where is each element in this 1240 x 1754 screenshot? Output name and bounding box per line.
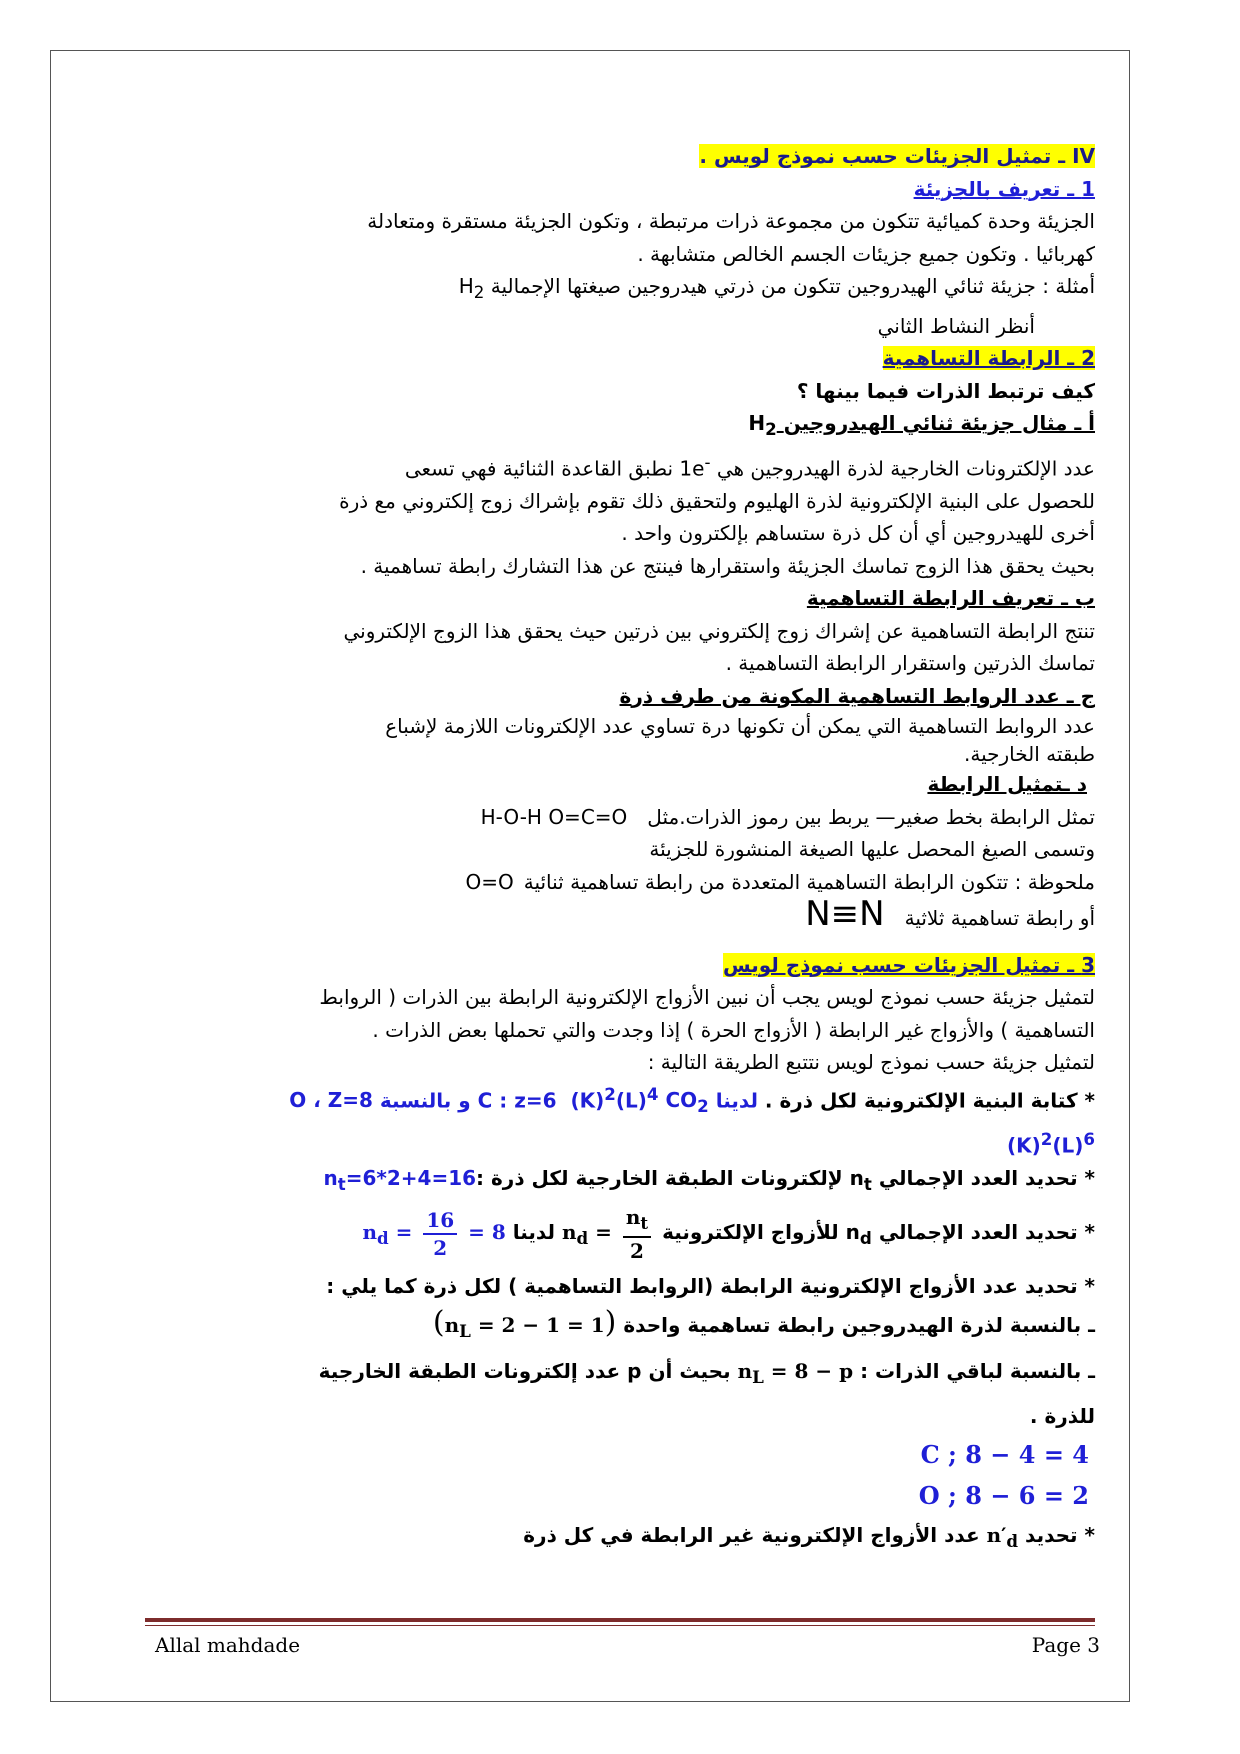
nt-symbol: [850, 1162, 872, 1202]
s2b-line2: تماسك الذرتين واستقرار الرابطة التساهمية .: [725, 651, 1095, 676]
s1-line4-text: أنظر النشاط الثاني: [877, 313, 1035, 338]
footer-rule-thick: [145, 1618, 1095, 1622]
s2a-line4: بحيث يحقق هذا الزوج تماسك الجزيئة واستقرارها فينتج عن هذا التشارك رابطة تساهمية .: [360, 553, 1095, 578]
co2-formula-main: CO: [665, 1088, 698, 1113]
h2-formula-h: H: [458, 274, 474, 298]
nd-formula: $n_d$ = $\frac{n_t}{2}$: [562, 1201, 655, 1269]
other-text3: عدد إلكترونات الطبقة الخارجية: [318, 1358, 621, 1383]
oxygen-config: [1007, 1124, 1095, 1162]
footer-author: Allal mahdade: [155, 1633, 301, 1657]
s2c-heading: [150, 680, 1095, 713]
carbon-config: [478, 1079, 659, 1117]
oxygen-l: (L): [1052, 1133, 1084, 1158]
s2d-line3-text: ملحوظة : تتكون الرابطة التساهمية المتعددة من رابطة تساهمية ثنائية: [523, 869, 1095, 894]
electron-count-sup: -: [704, 452, 711, 472]
carbon-calc-value: C ; 8 − 4 = 4: [920, 1439, 1089, 1469]
double-bond-example: O=O: [465, 869, 514, 894]
oxygen-k: (K): [1007, 1133, 1041, 1158]
bond-dash: —: [875, 804, 896, 829]
footer-page-number: Page 3: [1031, 1633, 1100, 1657]
spacer: [150, 935, 1095, 949]
section-title-text: ـ تمثيل الجزيئات حسب نموذج لويس .: [699, 144, 1066, 168]
nd-formula-lhs-sub: d: [576, 1228, 589, 1249]
nd-symbol: [846, 1201, 872, 1270]
s1-line1: الجزيئة وحدة كميائية تتكون من مجموعة ذرات مرتبطة ، وتكون الجزيئة مستقرة ومتعادلة: [367, 209, 1095, 233]
s1-line3: [150, 270, 1095, 310]
s2a-line1-end: نطبق القاعدة الثنائية فهي تسعى: [404, 456, 674, 481]
s2d-line1-text2: يربط بين رموز الذرات.مثل: [647, 804, 870, 829]
step4: * تحديد عدد الأزواج الإلكترونية الرابطة (الروابط التساهمية ) لكل ذرة كما يلي :: [326, 1274, 1095, 1299]
s3-line1: لتمثيل جزيئة حسب نموذج لويس يجب أن نبين الأزواج الإلكترونية الرابطة بين الذرات ( الروابط: [319, 985, 1095, 1010]
nt-sub: t: [863, 1174, 872, 1194]
s2-heading-text: 2 ـ الرابطة التساهمية: [882, 346, 1095, 370]
other-p: p: [627, 1358, 642, 1383]
nd-prime-n: n′: [986, 1522, 1007, 1547]
other-atoms-bond-count: [150, 1351, 1095, 1397]
other-formula-value: = 8 − p: [770, 1358, 854, 1383]
s2a-formula-h: H: [748, 411, 766, 435]
co2-formula-sub: 2: [697, 1097, 709, 1117]
s1-line3-text: أمثلة : جزيئة ثنائي الهيدروجين تتكون من ذرتي هيدروجين صيغتها الإجمالية: [490, 274, 1095, 298]
oxygen-calc-value: O ; 8 − 6 = 2: [918, 1480, 1089, 1510]
hydrogen-text: ـ بالنسبة لذرة الهيدروجين رابطة تساهمية واحدة: [623, 1312, 1095, 1337]
hydrogen-formula-n: n: [444, 1312, 460, 1337]
triple-bond-example: N≡N: [805, 894, 885, 935]
step3-text: * تحديد العدد الإجمالي: [878, 1220, 1095, 1245]
nd-result-den: 2: [433, 1235, 448, 1260]
s2a-formula-sub: 2: [765, 420, 777, 439]
step1-and: و بالنسبة: [379, 1088, 471, 1113]
step3-have: لدينا: [512, 1220, 555, 1245]
nt-calc-n: n: [323, 1165, 338, 1190]
s2d-line4: [150, 894, 1095, 935]
hydrogen-formula-value: = 2 − 1 = 1: [477, 1312, 605, 1337]
other-formula-n: n: [737, 1358, 753, 1383]
s3-heading-text: 3 ـ تمثيل الجزيئات حسب نموذج لويس: [722, 952, 1095, 977]
co2-formula: [665, 1084, 708, 1124]
other-text2: بحيث أن: [648, 1358, 731, 1383]
s2a-line1: [150, 447, 1095, 485]
s2c-line2: طبقته الخارجية.: [964, 742, 1095, 767]
s2a-heading-text: أ ـ مثال جزيئة ثنائي الهيدروجين: [783, 411, 1095, 435]
other-atoms-line2: للذرة .: [1029, 1403, 1095, 1428]
s2c-line1: عدد الروابط التساهمية التي يمكن أن تكونها درة تساوي عدد الإلكترونات اللازمة لإشباع: [385, 714, 1095, 739]
s2c-heading-text: ج ـ عدد الروابط التساهمية المكونة من طرف ذرة: [619, 683, 1095, 708]
s1-heading: [150, 173, 1095, 206]
step2-text: * تحديد العدد الإجمالي: [878, 1165, 1095, 1190]
s1-heading-text: 1 ـ تعريف بالجزيئة: [913, 176, 1095, 201]
hydrogen-bond-count: [150, 1303, 1095, 1351]
other-formula-sub: L: [752, 1366, 764, 1387]
oxygen-l-sup: 6: [1083, 1129, 1095, 1149]
section-number: IV: [1072, 144, 1095, 168]
s2-heading: [150, 342, 1095, 375]
h2-formula: [459, 270, 485, 310]
s2d-line1-text: تمثل الرابطة بخط صغير: [895, 804, 1095, 829]
step3-rest: للأزواج الإلكترونية: [662, 1220, 839, 1245]
section-iv-title: [150, 140, 1095, 173]
structural-formula-example: H-O-H O=C=O: [480, 804, 628, 829]
nd-result-lhs: n: [362, 1220, 377, 1245]
nd-fraction: [623, 1204, 651, 1264]
h2-formula-sub: 2: [473, 283, 485, 302]
s3-line2: التساهمية ) والأزواج غير الرابطة ( الأزواج الحرة ) إذا وجدت والتي تحملها بعض الذرات .: [372, 1017, 1095, 1042]
step3: [150, 1201, 1095, 1270]
step1: [150, 1079, 1095, 1124]
carbon-k-sup: 2: [604, 1084, 616, 1104]
step1-have: لدينا: [715, 1088, 758, 1113]
nd-formula-lhs: n: [561, 1220, 577, 1245]
s2d-heading-text: د ـتمثيل الرابطة: [927, 772, 1087, 797]
s2a-heading: [150, 407, 1095, 447]
s2d-line4-text: أو رابطة تساهمية ثلاثية: [904, 906, 1095, 931]
nd-result-lhs-sub: d: [376, 1228, 389, 1249]
s2-question: كيف ترتبط الذرات فيما بينها ؟: [796, 378, 1095, 403]
nd-prime-symbol: [987, 1517, 1018, 1559]
carbon-z: C : z=6: [477, 1088, 557, 1113]
step5: [150, 1517, 1095, 1559]
s2b-line1: تنتج الرابطة التساهمية عن إشراك زوج إلكتروني بين ذرتين حيث يحقق هذا الزوج الإلكتروني: [343, 618, 1095, 643]
nd-prime-sub: d: [1006, 1530, 1019, 1551]
s2d-line2: وتسمى الصيغ المحصل عليها الصيغة المنشورة للجزيئة: [649, 837, 1095, 862]
nt-calc-sub: t: [337, 1174, 346, 1194]
nd-fraction-num-n: n: [625, 1204, 641, 1229]
step2-rest: لإلكترونات الطبقة الخارجية لكل ذرة :: [476, 1165, 843, 1190]
nd-result-value: 8: [491, 1220, 506, 1245]
s2a-line2: للحصول على البنية الإلكترونية لذرة الهليوم ولتحقيق ذلك تقوم بإشراك زوج إلكتروني مع ذرة: [339, 488, 1095, 513]
s2d-heading: [150, 768, 1095, 801]
nt-n: n: [849, 1165, 864, 1190]
nd-result-num: 16: [423, 1207, 457, 1235]
nd-fraction-num: [623, 1204, 651, 1238]
oxygen-z: O ، Z=8: [289, 1088, 373, 1113]
hydrogen-formula-sub: L: [459, 1320, 471, 1341]
step5-text: * تحديد: [1025, 1522, 1095, 1547]
oxygen-k-sup: 2: [1040, 1129, 1053, 1149]
carbon-k: (K): [570, 1088, 605, 1113]
step1-text: * كتابة البنية الإلكترونية لكل ذرة .: [764, 1088, 1095, 1113]
electron-count-value: 1e: [679, 456, 705, 481]
s2a-heading-formula: [748, 407, 776, 447]
nd-sub: d: [859, 1229, 872, 1249]
other-formula: [738, 1351, 854, 1397]
s2d-line3: [150, 866, 1095, 899]
nt-calc: [324, 1162, 477, 1202]
carbon-calc: [150, 1435, 1095, 1476]
carbon-l-sup: 4: [646, 1084, 659, 1104]
s2b-heading-text: ب ـ تعريف الرابطة التساهمية: [806, 586, 1095, 611]
nd-fraction-den: 2: [630, 1238, 644, 1263]
s2a-line1-start: عدد الإلكترونات الخارجية لذرة الهيدروجين هي: [716, 456, 1095, 481]
footer-rule-thin: [145, 1625, 1095, 1626]
step1-oxygen-config: [150, 1124, 1095, 1162]
hydrogen-formula: $(n_L = 2 - 1 = 1)$: [432, 1304, 617, 1341]
oxygen-calc: [150, 1476, 1095, 1517]
carbon-l: (L): [615, 1088, 647, 1113]
electron-count: [679, 447, 710, 485]
s2b-heading: [150, 582, 1095, 615]
nd-result-fraction: [423, 1207, 457, 1261]
nd-n: n: [845, 1220, 860, 1245]
s1-line4: [150, 310, 1095, 343]
s3-line3: لتمثيل جزيئة حسب نموذج لويس نتتبع الطريقة التالية :: [647, 1050, 1095, 1075]
step5-rest: عدد الأزواج الإلكترونية غير الرابطة في كل ذرة: [523, 1522, 980, 1547]
nd-result: $n_d$ = $\frac{16}{2}$ = 8: [362, 1207, 506, 1260]
s2a-line3: أخرى للهيدروجين أي أن كل ذرة ستساهم بإلكترون واحد .: [621, 521, 1095, 546]
nd-fraction-num-sub: t: [640, 1212, 649, 1233]
nt-calc-value: =6*2+4=16: [345, 1165, 477, 1190]
s1-line2: كهربائيا . وتكون جميع جزيئات الجسم الخالص متشابهة .: [637, 241, 1095, 266]
document-body: [150, 140, 1095, 1559]
s2d-line1: [150, 801, 1095, 834]
step2: [150, 1162, 1095, 1202]
s3-heading: [150, 949, 1095, 982]
other-text: ـ بالنسبة لباقي الذرات :: [860, 1358, 1095, 1383]
